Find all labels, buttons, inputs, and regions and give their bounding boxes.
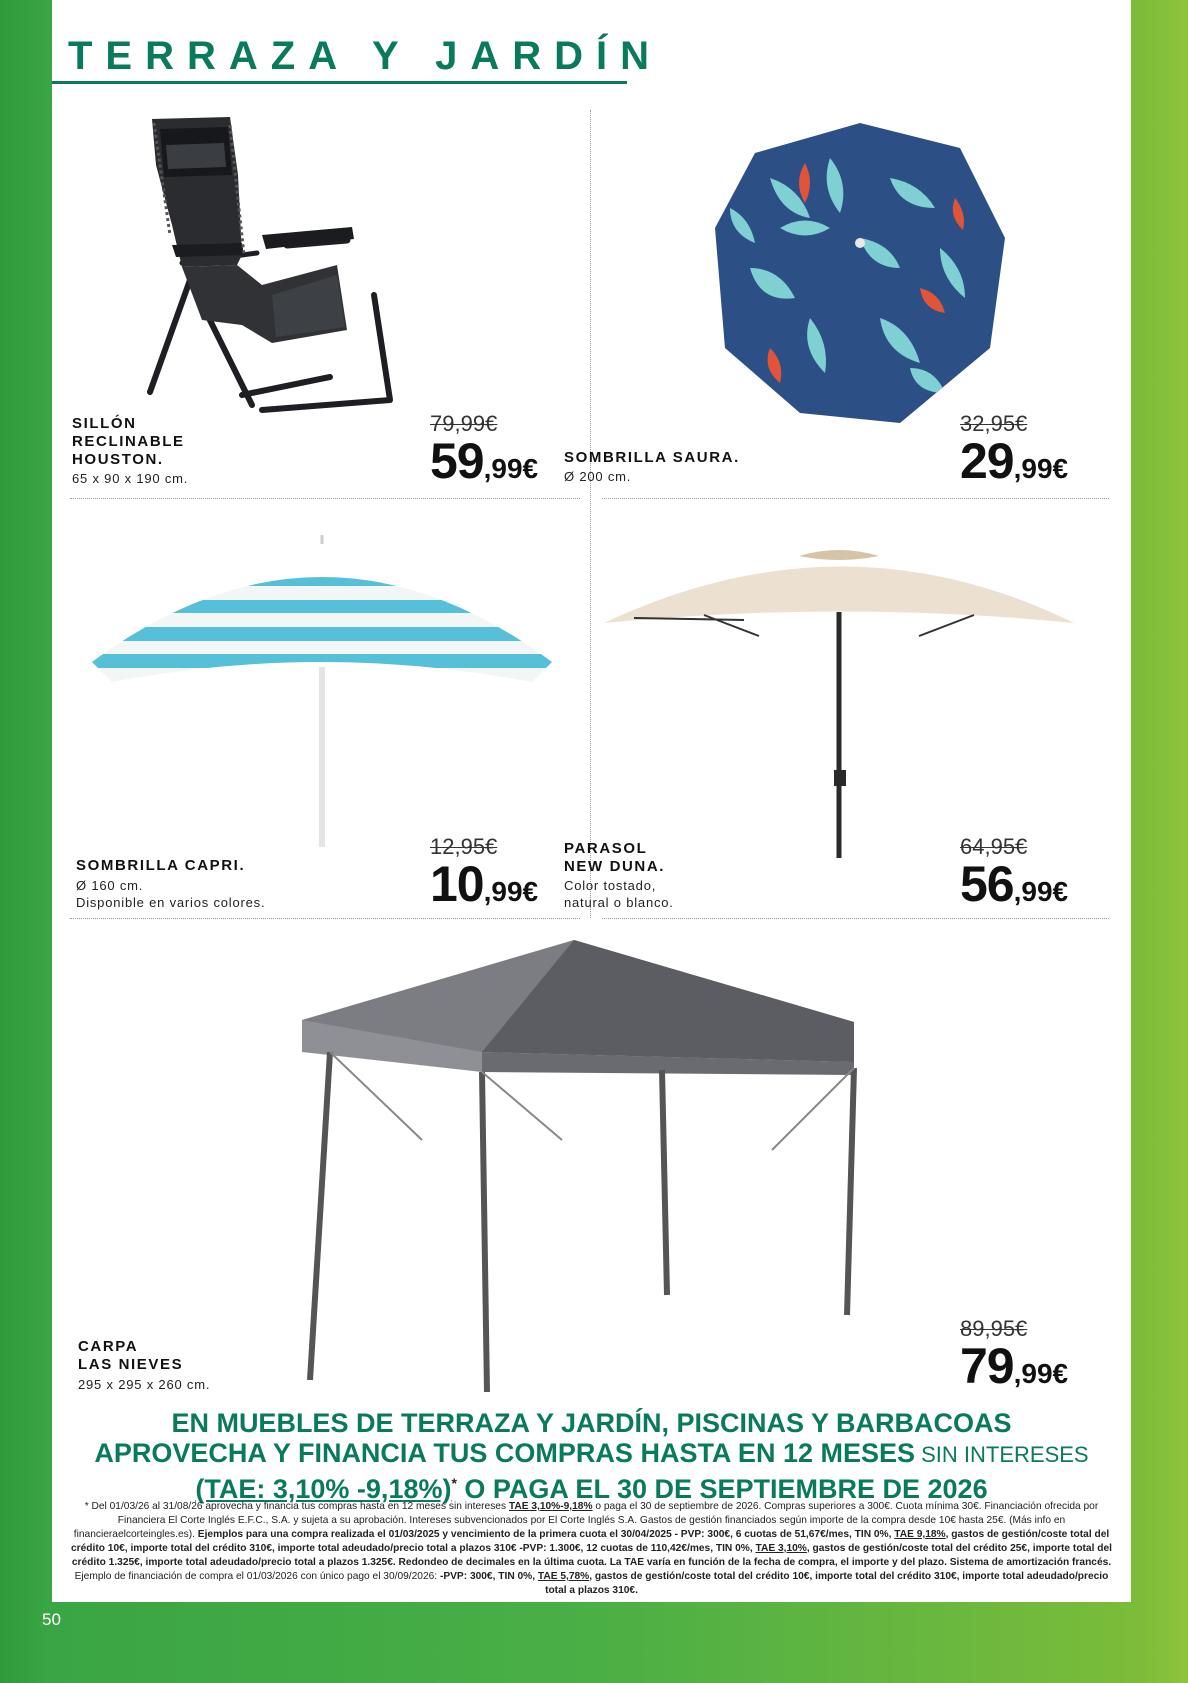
legal-text [64,1500,1119,1598]
legal-tae-link: TAE 3,10%-9,18% [508,1501,593,1512]
product-name [72,415,185,469]
page-number: 50 [42,1610,61,1629]
current-price [960,432,1068,490]
price-decimals: ,99€ [483,876,539,907]
gazebo-image [302,940,862,1395]
legal-part: Ejemplos para una compra realizada el 01/03/2025 y vencimiento de la primera cuota el 30/04/2025 - PVP: 300€, 6 cuotas de 51,67€/mes, TIN 0%, [197,1529,895,1540]
reclining-chair-image [142,115,412,435]
price-integer: 59 [430,433,484,489]
desc-line: natural o blanco. [564,895,674,910]
promo-line-2-light: SIN INTERESES [915,1442,1089,1467]
product-name-line: PARASOL [564,840,648,857]
product-name: SOMBRILLA CAPRI. [76,857,246,874]
legal-part: o paga el 30 de septiembre de 2026. Compras superiores a 300€. Cuota mínima 30€. Financiación ofrecida por Financiera El Corte Inglés E.F.C., S.A. y sujeta a su aprobación. Intereses subvencionados por El Corte Inglés S.A. Gastos de gestión financiados según importe de la compra desde 10€ hasta 25€. (Más info en financieraelcorteingles.es). [73,1501,1099,1540]
legal-part: * Del 01/03/26 al 31/08/26 aprovecha y financia tus compras hasta en 12 meses sin intereses [84,1501,509,1512]
price-decimals: ,99€ [1013,453,1069,484]
promo-asterisk: * [451,1475,457,1491]
legal-tae-link: TAE 5,78% [537,1571,590,1582]
price-integer: 29 [960,433,1014,489]
product-name [78,1338,183,1374]
old-price: 64,95€ [960,834,1028,859]
parasol-image [604,540,1079,860]
product-name-line: NEW DUNA. [564,858,666,875]
row-divider-right [602,498,1109,499]
product-name-line: HOUSTON. [72,451,164,468]
price-decimals: ,99€ [1013,1358,1069,1389]
promo-line-2 [52,1438,1131,1470]
product-name-line: RECLINABLE [72,433,185,450]
legal-part: , gastos de gestión/coste total del crédito 25€, importe total del crédito 1.325€, importe total adeudado/precio total a plazos 1.325€. Redondeo de decimales en la última cuota. La TAE varía en función de la fecha de compra, el importe y del plazo. Sistema de amortización francés. [71,1543,1112,1568]
title-underline [52,81,627,84]
desc-line: Ø 160 cm. [76,878,144,893]
product-name: SOMBRILLA SAURA. [564,449,740,466]
promo-line-3-rest: O PAGA EL 30 DE SEPTIEMBRE DE 2026 [456,1474,988,1504]
row-divider-right-2 [602,918,1109,919]
product-name-line: SILLÓN [72,415,137,432]
old-price: 79,99€ [430,411,498,436]
current-price [430,855,538,913]
desc-line: Disponible en varios colores. [76,895,266,910]
product-description [564,877,674,911]
current-price [960,1337,1068,1395]
product-name [564,840,665,876]
product-name-line: LAS NIEVES [78,1356,184,1373]
current-price [960,855,1068,913]
striped-umbrella-image [92,532,552,852]
old-price: 89,95€ [960,1316,1028,1341]
legal-tae-link: TAE 9,18% [894,1529,946,1540]
price-decimals: ,99€ [483,453,539,484]
old-price: 12,95€ [430,834,498,859]
legal-part: , gastos de gestión/coste total del crédito 10€, importe total del crédito 310€, importe total adeudado/precio total a plazos 310€. [545,1571,1109,1596]
current-price [430,432,538,490]
legal-part: -PVP: 300€, TIN 0%, [439,1571,538,1582]
price-decimals: ,99€ [1013,876,1069,907]
legal-part: , gastos de gestión/coste total del crédito 10€, importe total del crédito 310€, importe total adeudado/precio total a plazos 310€ -PVP: 1.300€, 12 cuotas de 110,42€/mes, TIN 0%, [71,1529,1110,1554]
old-price: 32,95€ [960,411,1028,436]
price-integer: 56 [960,856,1014,912]
product-description: 295 x 295 x 260 cm. [78,1377,211,1392]
product-description: 65 x 90 x 190 cm. [72,471,189,486]
price-integer: 79 [960,1338,1014,1394]
promo-line-2-bold: APROVECHA Y FINANCIA TUS COMPRAS HASTA EN 12 MESES [94,1438,916,1468]
column-divider [590,110,591,918]
catalog-page [52,0,1131,1602]
page-title: TERRAZA Y JARDÍN [68,34,662,78]
patterned-umbrella-image [710,118,1010,428]
row-divider-left [70,498,580,499]
legal-tae-link: TAE 3,10% [755,1543,807,1554]
legal-part: Ejemplo de financiación de compra el 01/03/2026 con único pago el 30/09/2026: [74,1571,440,1582]
promo-tae: (TAE: 3,10% -9,18%) [195,1474,452,1504]
product-name-line: CARPA [78,1338,139,1355]
row-divider-left-2 [70,918,580,919]
product-description: Ø 200 cm. [564,469,632,484]
price-integer: 10 [430,856,484,912]
desc-line: Color tostado, [564,878,657,893]
product-description [76,877,265,911]
promo-line-1: EN MUEBLES DE TERRAZA Y JARDÍN, PISCINAS Y BARBACOAS [171,1408,1012,1438]
